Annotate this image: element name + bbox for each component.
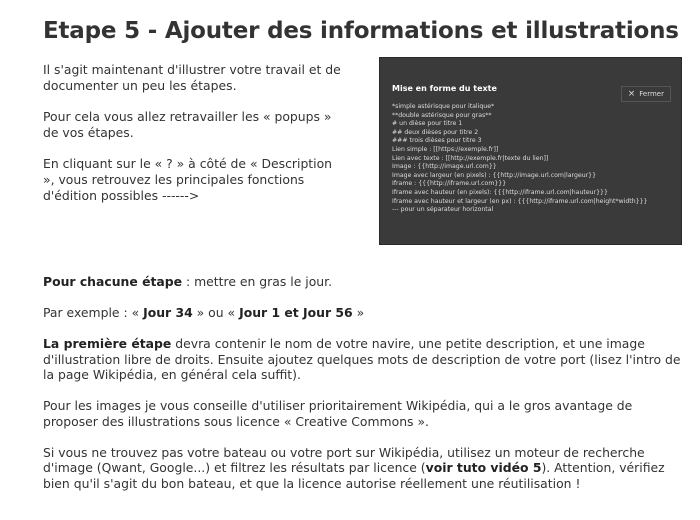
bold-text: Jour 1 et Jour 56 xyxy=(239,305,353,320)
bold-text: voir tuto vidéo 5 xyxy=(425,460,542,475)
help-line: Iframe avec hauteur et largeur (en px) : {{{http://iframe.url.com|height*width}}} xyxy=(392,197,648,205)
help-line: Iframe avec hauteur (en pixels): {{{http://iframe.url.com|hauteur}}} xyxy=(392,188,608,196)
bold-text: La première étape xyxy=(43,336,172,351)
text: devra contenir le nom de votre navire, une petite description, et une image d'illustration libre de droits. Ensuite ajoutez quelques mots de description de votre port (lisez l'intro de la page Wikipédia, en général cela suffit). xyxy=(43,336,681,382)
bold-text: Pour chacune étape xyxy=(43,274,183,289)
close-button-label: Fermer xyxy=(639,90,664,98)
help-line: Lien simple : [[https://exemple.fr]] xyxy=(392,145,499,153)
help-panel-title: Mise en forme du texte xyxy=(392,84,497,93)
help-line: Lien avec texte : [[http://exemple.fr|texte du lien]] xyxy=(392,154,549,162)
text: Si vous ne trouvez pas votre bateau ou votre port sur Wikipédia, utilisez un moteur de recherche d'image (Qwant, Google...) et filtrez les résultats par licence ( xyxy=(43,444,645,475)
help-line: --- pour un séparateur horizontal xyxy=(392,206,494,214)
intro-paragraph-2: Pour cela vous allez retravailler les « popups » de vos étapes. xyxy=(43,109,332,140)
intro-paragraph-1: Il s'agit maintenant d'illustrer votre travail et de documenter un peu les étapes. xyxy=(43,62,341,93)
text: Par exemple : « xyxy=(43,305,144,320)
body-text xyxy=(43,274,683,507)
intro-paragraph-3: En cliquant sur le « ? » à côté de « Description », vous retrouvez les principales fonctions d'édition possibles ------> xyxy=(43,156,333,203)
help-line: *simple astérisque pour italique* xyxy=(392,103,495,110)
body-paragraph-3 xyxy=(43,336,683,383)
help-line: ## deux dièses pour titre 2 xyxy=(392,128,479,136)
text: » xyxy=(352,305,365,320)
help-line: Iframe : {{{http://iframe.url.com}}} xyxy=(392,180,507,188)
formatting-help-panel xyxy=(379,57,682,245)
body-paragraph-1 xyxy=(43,274,683,290)
body-paragraph-2 xyxy=(43,305,683,321)
help-line: **double astérisque pour gras** xyxy=(392,111,492,119)
intro-text xyxy=(43,62,343,219)
help-lines xyxy=(392,103,677,215)
help-line: # un dièse pour titre 1 xyxy=(392,120,463,128)
close-button[interactable] xyxy=(621,86,671,102)
body-paragraph-4: Pour les images je vous conseille d'utiliser prioritairement Wikipédia, qui a le gros avantage de proposer des illustrations sous licence « Creative Commons ». xyxy=(43,398,633,429)
body-paragraph-5 xyxy=(43,445,683,492)
bold-text: Jour 34 xyxy=(143,305,193,320)
page-title: Etape 5 - Ajouter des informations et illustrations xyxy=(43,18,679,44)
help-line: Image avec largeur (en pixels) : {{http://image.url.com|largeur}} xyxy=(392,171,597,179)
text: » ou « xyxy=(192,305,240,320)
text: ). Attention, vérifiez bien qu'il s'agit du bon bateau, et que la licence autorise réellement une réutilisation ! xyxy=(43,460,665,491)
help-line: ### trois dièses pour titre 3 xyxy=(392,137,482,145)
text: : mettre en gras le jour. xyxy=(182,274,333,289)
help-line: Image : {{http://image.url.com}} xyxy=(392,163,497,171)
close-icon: × xyxy=(627,89,636,99)
